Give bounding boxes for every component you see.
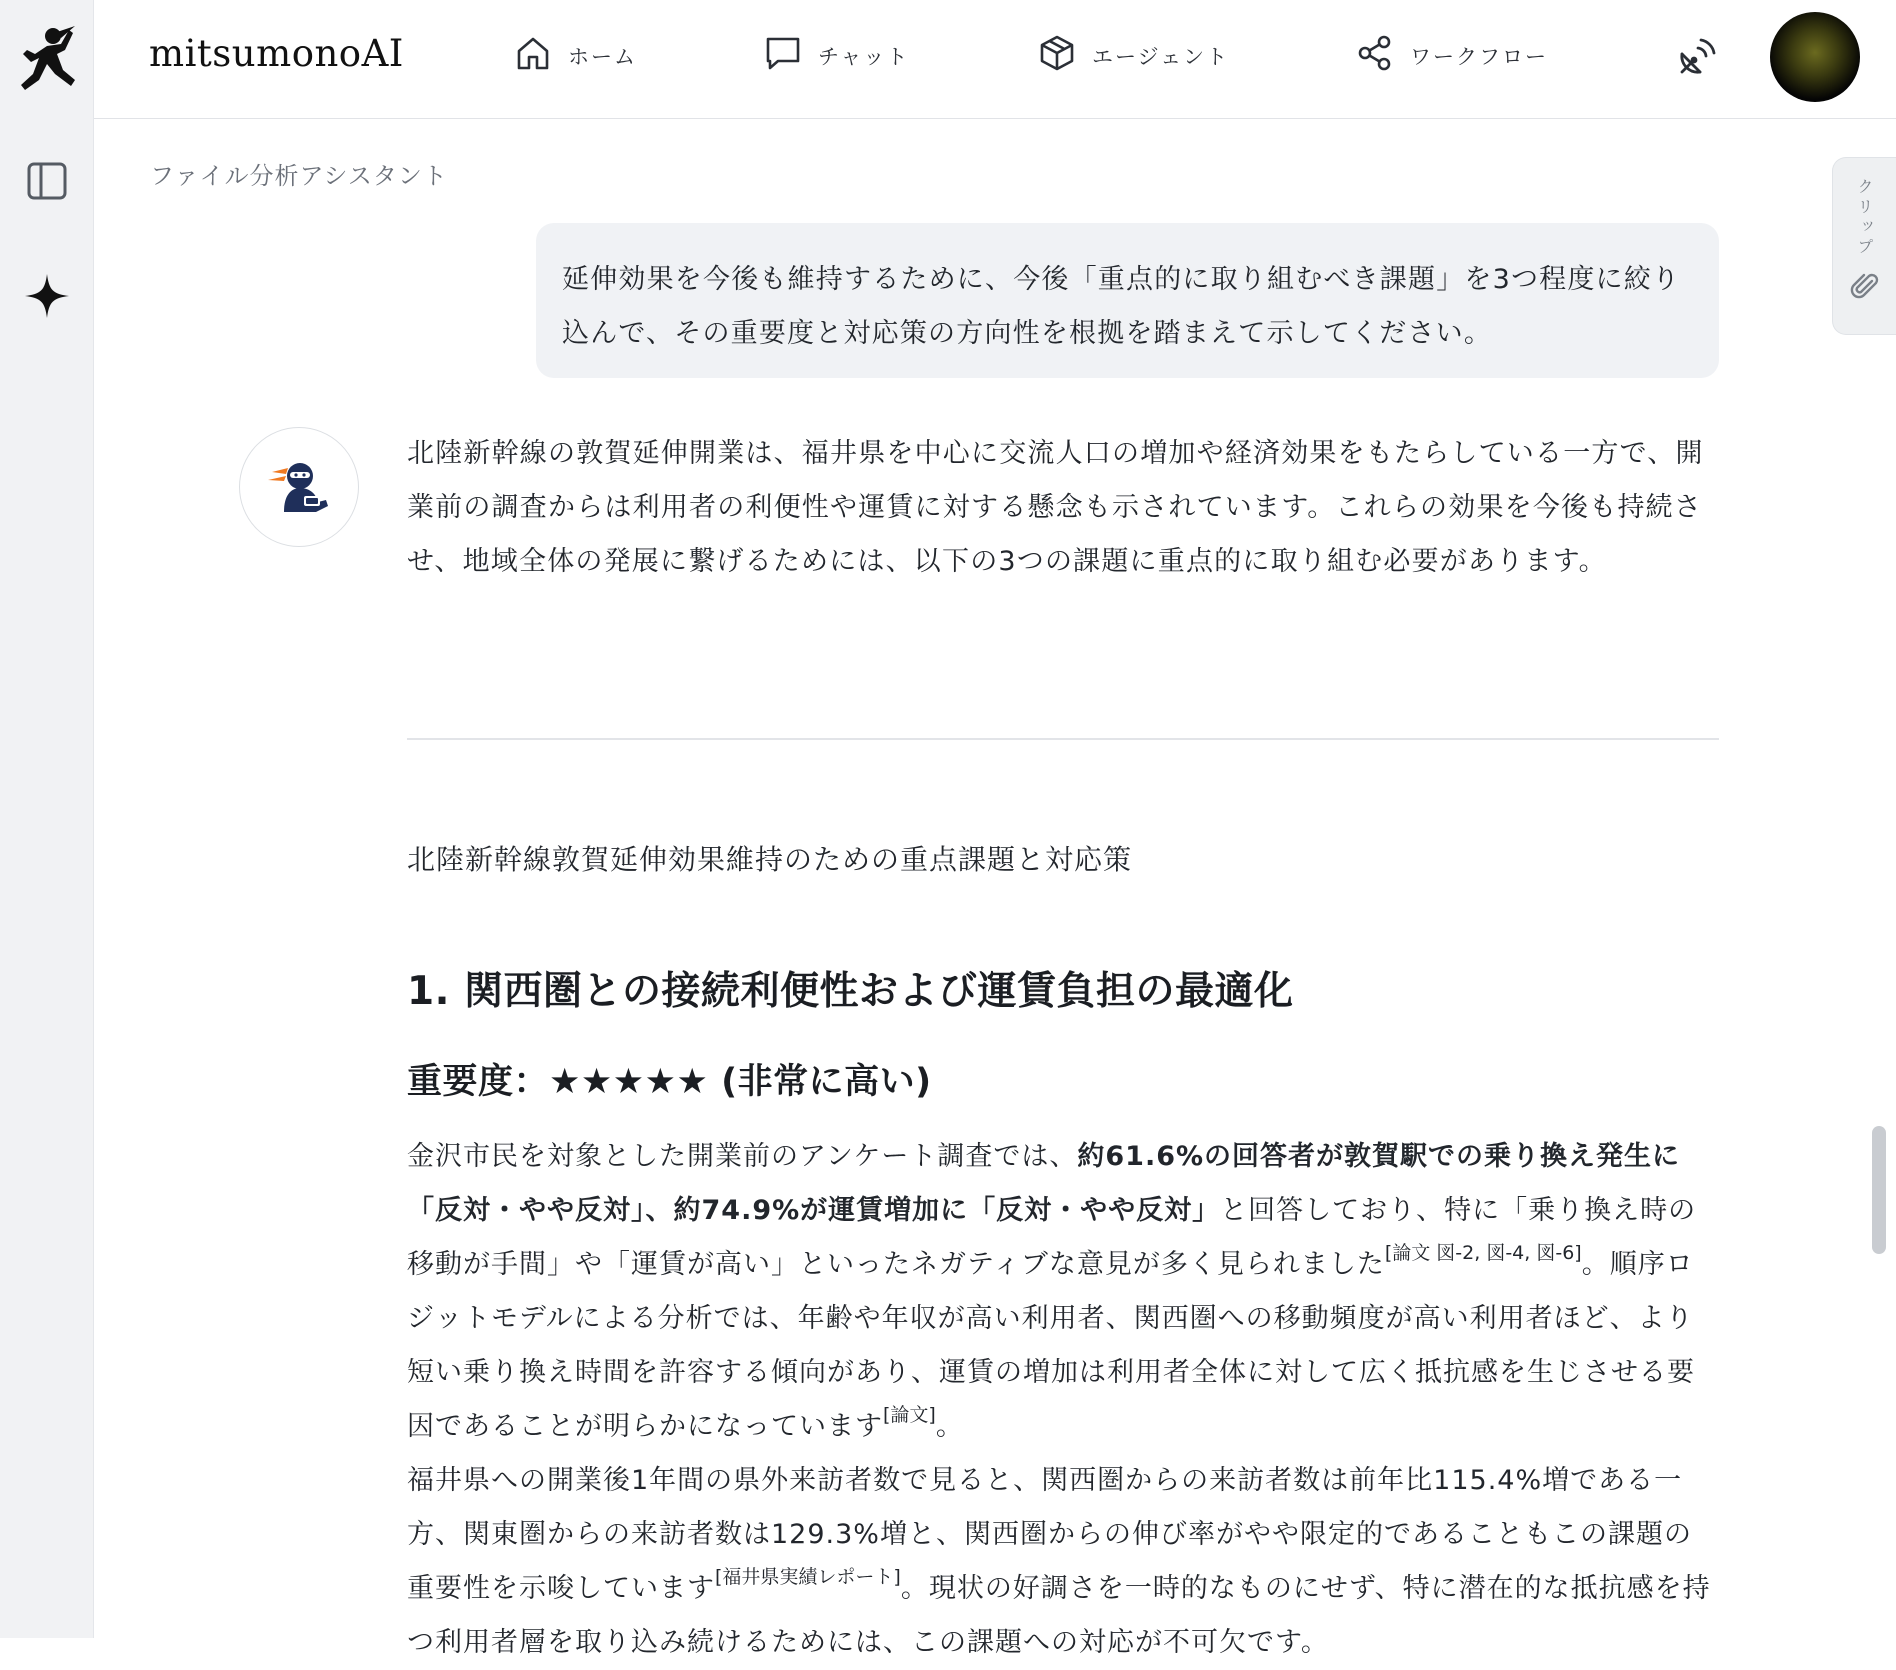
nav-workflow[interactable] <box>1356 34 1548 77</box>
user-message-bubble: 延伸効果を今後も維持するために、今後「重点的に取り組むべき課題」を3つ程度に絞り込んで、その重要度と対応策の方向性を根拠を踏まえて示してください。 <box>536 223 1719 378</box>
ninja-logo-icon[interactable] <box>0 24 94 96</box>
scrollbar-track[interactable] <box>1864 345 1882 1638</box>
left-rail <box>0 0 94 1638</box>
p1-text-e: 。 <box>935 1411 964 1442</box>
issue-1-body <box>407 1130 1719 1670</box>
nav-agent-label: エージェント <box>1092 44 1230 69</box>
clip-panel-tab[interactable] <box>1832 157 1896 335</box>
user-avatar[interactable] <box>1770 12 1860 102</box>
breadcrumb: ファイル分析アシスタント <box>150 162 448 190</box>
citation-link[interactable]: [論文 図-2, 図-4, 図-6] <box>1384 1242 1582 1264</box>
answer-divider <box>407 738 1719 740</box>
satellite-icon[interactable] <box>1674 34 1720 84</box>
p1-text-bold: 約61.6%の回答者が敦賀駅での乗り換え発生に「反対・やや反対」、約74.9%が運賃増加に「反対・やや反対」 <box>407 1141 1681 1226</box>
top-header <box>94 0 1896 119</box>
chat-bubble-icon <box>764 34 802 77</box>
assistant-avatar <box>239 427 359 547</box>
nav-agent[interactable] <box>1038 34 1229 77</box>
p1-text-d: 。順序ロジットモデルによる分析では、年齢や年収が高い利用者、関西圏への移動頻度が高い利用者ほど、より短い乗り換え時間を許容する傾向があり、運賃の増加は利用者全体に対して広く抵抗感を生じさせる要因であることが明らかになっています <box>407 1249 1695 1442</box>
nav-chat-label: チャット <box>818 44 910 69</box>
nav-chat[interactable] <box>764 34 909 77</box>
citation-link[interactable]: [論文] <box>883 1404 936 1426</box>
scrollbar-thumb[interactable] <box>1872 1126 1886 1254</box>
cube-icon <box>1038 34 1076 77</box>
brand-title[interactable]: mitsumonoAI <box>149 32 404 75</box>
answer-section-title: 北陸新幹線敦賀延伸効果維持のための重点課題と対応策 <box>407 843 1133 876</box>
share-nodes-icon <box>1356 34 1394 77</box>
p2-text-b: 。現状の好調さを一時的なものにせず、特に潜在的な抵抗感を持つ利用者層を取り込み続けるためには、この課題への対応が不可欠です。 <box>407 1573 1711 1658</box>
clip-label: クリップ <box>1855 178 1874 258</box>
nav-home[interactable] <box>514 34 637 77</box>
nav-home-label: ホーム <box>568 44 637 69</box>
importance-rating: 重要度：★★★★★ (非常に高い) <box>407 1062 932 1102</box>
paperclip-icon <box>1850 272 1880 306</box>
sidebar-toggle-icon[interactable] <box>0 160 94 202</box>
p1-text-c: と回答しており、特に「乗り換え時の移動が手間」や「運賃が高い」といったネガティブな意見が多く見られました <box>407 1195 1697 1280</box>
assistant-answer-intro: 北陸新幹線の敦賀延伸開業は、福井県を中心に交流人口の増加や経済効果をもたらしている一方で、開業前の調査からは利用者の利便性や運賃に対する懸念も示されています。これらの効果を今後も持続させ、地域全体の発展に繋げるためには、以下の3つの課題に重点的に取り組む必要があります。 <box>407 438 1704 577</box>
nav-workflow-label: ワークフロー <box>1410 44 1548 69</box>
citation-link[interactable]: [福井県実績レポート] <box>715 1566 901 1588</box>
p1-text-a: 金沢市民を対象とした開業前のアンケート調査では、 <box>407 1141 1078 1172</box>
issue-1-heading: 1. 関西圏との接続利便性および運賃負担の最適化 <box>407 969 1294 1014</box>
p2-text-a: 福井県への開業後1年間の県外来訪者数で見ると、関西圏からの来訪者数は前年比115.4%増である一方、関東圏からの来訪者数は129.3%増と、関西圏からの伸び率がやや限定的であることもこの課題の重要性を示唆しています <box>407 1465 1692 1604</box>
ninja-assistant-icon <box>262 450 336 524</box>
sparkle-icon[interactable] <box>0 272 94 320</box>
home-icon <box>514 34 552 77</box>
